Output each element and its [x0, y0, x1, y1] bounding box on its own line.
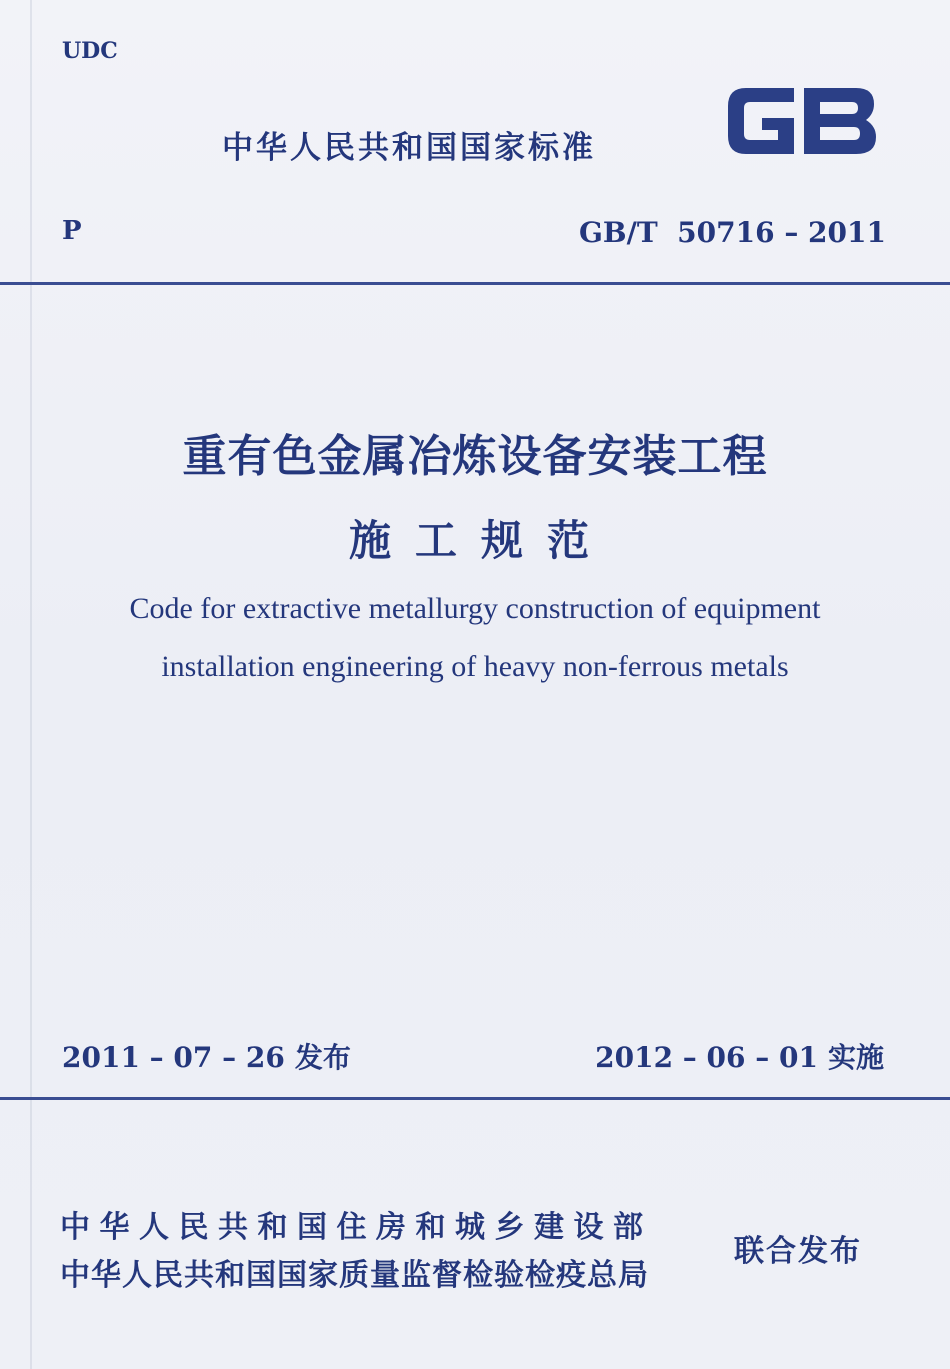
- gb-logo: [716, 74, 888, 168]
- implement-date: 2012 – 06 – 01: [595, 1041, 818, 1074]
- joint-release-label: 联合发布: [734, 1234, 862, 1269]
- udc-label: UDC: [62, 38, 118, 64]
- issue-date: 2011 – 07 – 26: [62, 1041, 285, 1074]
- national-standard-heading: 中华人民共和国国家标准: [222, 130, 596, 166]
- issue-date-block: [62, 1036, 351, 1076]
- classification-code: P: [62, 216, 82, 246]
- binding-fold: [30, 0, 32, 1369]
- standard-number: GB/T 50716 – 2011: [579, 216, 886, 249]
- publisher-line2: 中华人民共和国国家质量监督检验检疫总局: [60, 1258, 649, 1293]
- issue-label: 发布: [294, 1041, 351, 1074]
- bottom-divider: [0, 1097, 950, 1100]
- implement-label: 实施: [827, 1041, 884, 1074]
- publisher-line1: 中华人民共和国住房和城乡建设部: [60, 1210, 653, 1245]
- implement-date-block: [595, 1036, 884, 1076]
- title-en-line2: installation engineering of heavy non-ferrous metals: [161, 650, 789, 683]
- title-cn-line1: 重有色金属冶炼设备安装工程: [182, 431, 768, 482]
- title-en-line1: Code for extractive metallurgy construction of equipment: [129, 592, 821, 625]
- top-divider: [0, 282, 950, 285]
- title-cn-line2: 施工规范: [348, 516, 613, 565]
